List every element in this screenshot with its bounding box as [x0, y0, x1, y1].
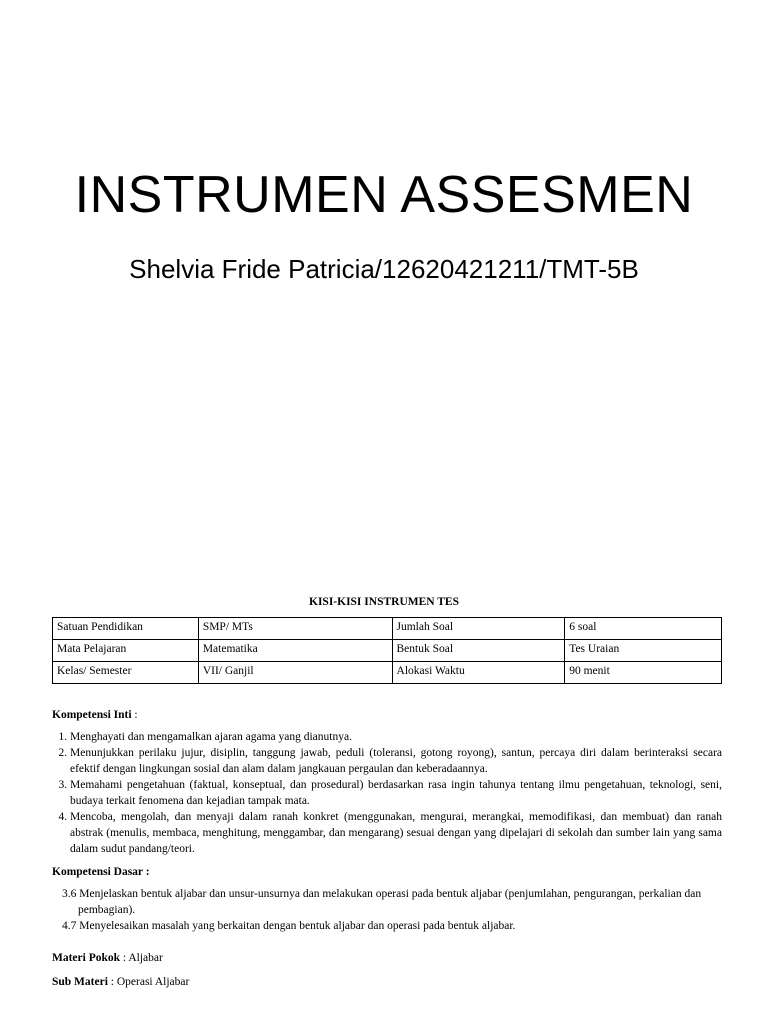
- sub-materi-line: [52, 974, 722, 990]
- kisi-table: [52, 617, 722, 684]
- table-cell: Jumlah Soal: [392, 618, 565, 640]
- materi-pokok-line: [52, 950, 722, 966]
- list-item: 4. Mencoba, mengolah, dan menyaji dalam ranah konkret (menggunakan, mengurai, merangkai, memodifikasi, dan membuat) dan ranah abstrak (menulis, membaca, menghitung, menggambar, dan mengarang) sesuai dengan yang dipelajari di sekolah dan sumber lain yang sama dalam sudut pandang/teori.: [70, 809, 722, 857]
- ki-list-container: [52, 729, 722, 857]
- table-row: [53, 640, 722, 662]
- table-row: [53, 662, 722, 684]
- materi-pokok-label: Materi Pokok: [52, 952, 121, 964]
- list-item: 3.6 Menjelaskan bentuk aljabar dan unsur-unsurnya dan melakukan operasi pada bentuk aljabar (penjumlahan, pengurangan, perkalian dan pembagian).: [62, 888, 702, 916]
- author-line: Shelvia Fride Patricia/12620421211/TMT-5B: [129, 254, 639, 284]
- table-cell: 6 soal: [565, 618, 722, 640]
- ki-heading: [52, 707, 722, 723]
- list-item: 1. Menghayati dan mengamalkan ajaran agama yang dianutnya.: [70, 729, 722, 745]
- kisi-heading: KISI-KISI INSTRUMEN TES: [309, 596, 459, 608]
- materi-pokok-value: : Aljabar: [120, 952, 163, 964]
- table-cell: Kelas/ Semester: [53, 662, 199, 684]
- document-title: INSTRUMEN ASSESMEN: [74, 166, 694, 224]
- list-item: 3. Memahami pengetahuan (faktual, konseptual, dan prosedural) berdasarkan rasa ingin tahunya tentang ilmu pengetahuan, teknologi, seni, budaya terkait fenomena dan kejadian tampak mata.: [70, 777, 722, 809]
- table-cell: VII/ Ganjil: [198, 662, 392, 684]
- table-cell: Tes Uraian: [565, 640, 722, 662]
- table-cell: Mata Pelajaran: [53, 640, 199, 662]
- list-item: 2. Menunjukkan perilaku jujur, disiplin, tanggung jawab, peduli (toleransi, gotong royong), santun, percaya diri dalam berinteraksi secara efektif dengan lingkungan sosial dan alam dalam jangkauan pergaulan dan keberadaannya.: [70, 745, 722, 777]
- list-item: 4.7 Menyelesaikan masalah yang berkaitan dengan bentuk aljabar dan operasi pada bentuk aljabar.: [62, 920, 516, 932]
- table-cell: SMP/ MTs: [198, 618, 392, 640]
- table-cell: 90 menit: [565, 662, 722, 684]
- table-cell: Bentuk Soal: [392, 640, 565, 662]
- kd-label: Kompetensi Dasar :: [52, 866, 150, 878]
- table-cell: Satuan Pendidikan: [53, 618, 199, 640]
- sub-materi-value: : Operasi Aljabar: [107, 976, 190, 988]
- table-cell: Matematika: [198, 640, 392, 662]
- ki-label-suffix: :: [131, 709, 138, 721]
- ki-list: [52, 729, 722, 857]
- table-row: [53, 618, 722, 640]
- kd-list: [52, 886, 722, 934]
- ki-label: Kompetensi Inti: [52, 709, 132, 721]
- table-cell: Alokasi Waktu: [392, 662, 565, 684]
- sub-materi-label: Sub Materi: [52, 976, 108, 988]
